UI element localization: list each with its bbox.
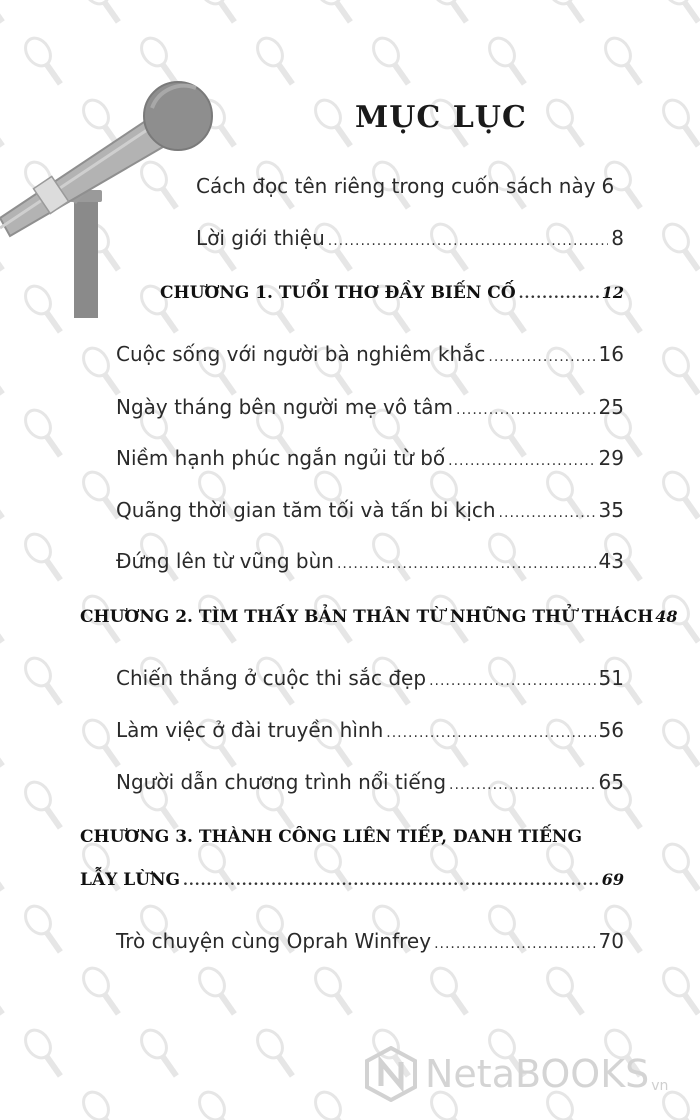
toc-entry[interactable]: [116, 395, 624, 419]
entry-page: 65: [598, 770, 624, 794]
entry-page: 16: [598, 342, 624, 366]
toc-entry[interactable]: [116, 770, 624, 794]
entry-label: Cách đọc tên riêng trong cuốn sách này: [196, 174, 596, 198]
chapter-title-line-2: LẪY LỪNG: [80, 870, 181, 890]
entry-page: 70: [598, 929, 624, 953]
leader-dots: [488, 349, 595, 365]
leader-dots: [386, 725, 595, 741]
toc-entry[interactable]: [116, 666, 624, 690]
entry-label: Quãng thời gian tăm tối và tấn bi kịch: [116, 498, 496, 522]
netabooks-logo-icon: [365, 1046, 417, 1102]
netabooks-watermark: [365, 1046, 668, 1102]
leader-dots: [328, 233, 609, 249]
entry-page: 35: [598, 498, 624, 522]
microphone-illustration: [0, 78, 220, 318]
watermark-suffix: vn: [651, 1078, 669, 1094]
entry-page: 29: [598, 446, 624, 470]
toc-entry[interactable]: [116, 446, 624, 470]
watermark-brand: NetaBOOKS: [425, 1052, 650, 1096]
toc-title: MỤC LỤC: [355, 100, 527, 135]
toc-entry[interactable]: [116, 342, 624, 366]
entry-label: Lời giới thiệu: [196, 226, 325, 250]
leader-dots: [449, 777, 596, 793]
chapter-page: 12: [601, 283, 624, 302]
chapter-title: CHƯƠNG 1. TUỔI THƠ ĐẦY BIẾN CỐ: [160, 283, 516, 303]
chapter-heading[interactable]: [160, 283, 624, 303]
entry-label: Niềm hạnh phúc ngắn ngủi từ bố: [116, 446, 446, 470]
toc-entry[interactable]: [116, 549, 624, 573]
leader-dots: [499, 505, 596, 521]
entry-page: 56: [598, 718, 624, 742]
entry-label: Chiến thắng ở cuộc thi sắc đẹp: [116, 666, 427, 690]
chapter-title: CHƯƠNG 2. TÌM THẤY BẢN THÂN TỪ NHỮNG THỬ THÁCH: [80, 607, 654, 627]
entry-label: Trò chuyện cùng Oprah Winfrey: [116, 929, 432, 953]
entry-label: Người dẫn chương trình nổi tiếng: [116, 770, 447, 794]
chapter-heading[interactable]: [80, 870, 624, 890]
toc-entry[interactable]: [116, 929, 624, 953]
toc-entry[interactable]: [196, 174, 618, 198]
entry-label: Cuộc sống với người bà nghiêm khắc: [116, 342, 486, 366]
entry-page: 25: [598, 395, 624, 419]
leader-dots: [434, 936, 595, 952]
leader-dots: [337, 556, 596, 572]
leader-dots: [456, 402, 596, 418]
toc-entry[interactable]: [116, 718, 624, 742]
entry-page: 6: [601, 174, 615, 198]
leader-dots: [448, 453, 595, 469]
entry-page: 43: [598, 549, 624, 573]
chapter-title-line-1: CHƯƠNG 3. THÀNH CÔNG LIÊN TIẾP, DANH TIẾNG: [80, 827, 582, 847]
chapter-heading[interactable]: [80, 607, 678, 627]
entry-label: Đứng lên từ vũng bùn: [116, 549, 334, 573]
leader-dots: [519, 286, 599, 302]
entry-label: Làm việc ở đài truyền hình: [116, 718, 384, 742]
leader-dots: [183, 873, 599, 889]
chapter-page: 48: [655, 607, 678, 626]
entry-page: 8: [611, 226, 624, 250]
chapter-page: 69: [601, 870, 624, 889]
entry-page: 51: [598, 666, 624, 690]
toc-entry[interactable]: [116, 498, 624, 522]
leader-dots: [429, 673, 595, 689]
toc-entry[interactable]: [196, 226, 624, 250]
entry-label: Ngày tháng bên người mẹ vô tâm: [116, 395, 453, 419]
